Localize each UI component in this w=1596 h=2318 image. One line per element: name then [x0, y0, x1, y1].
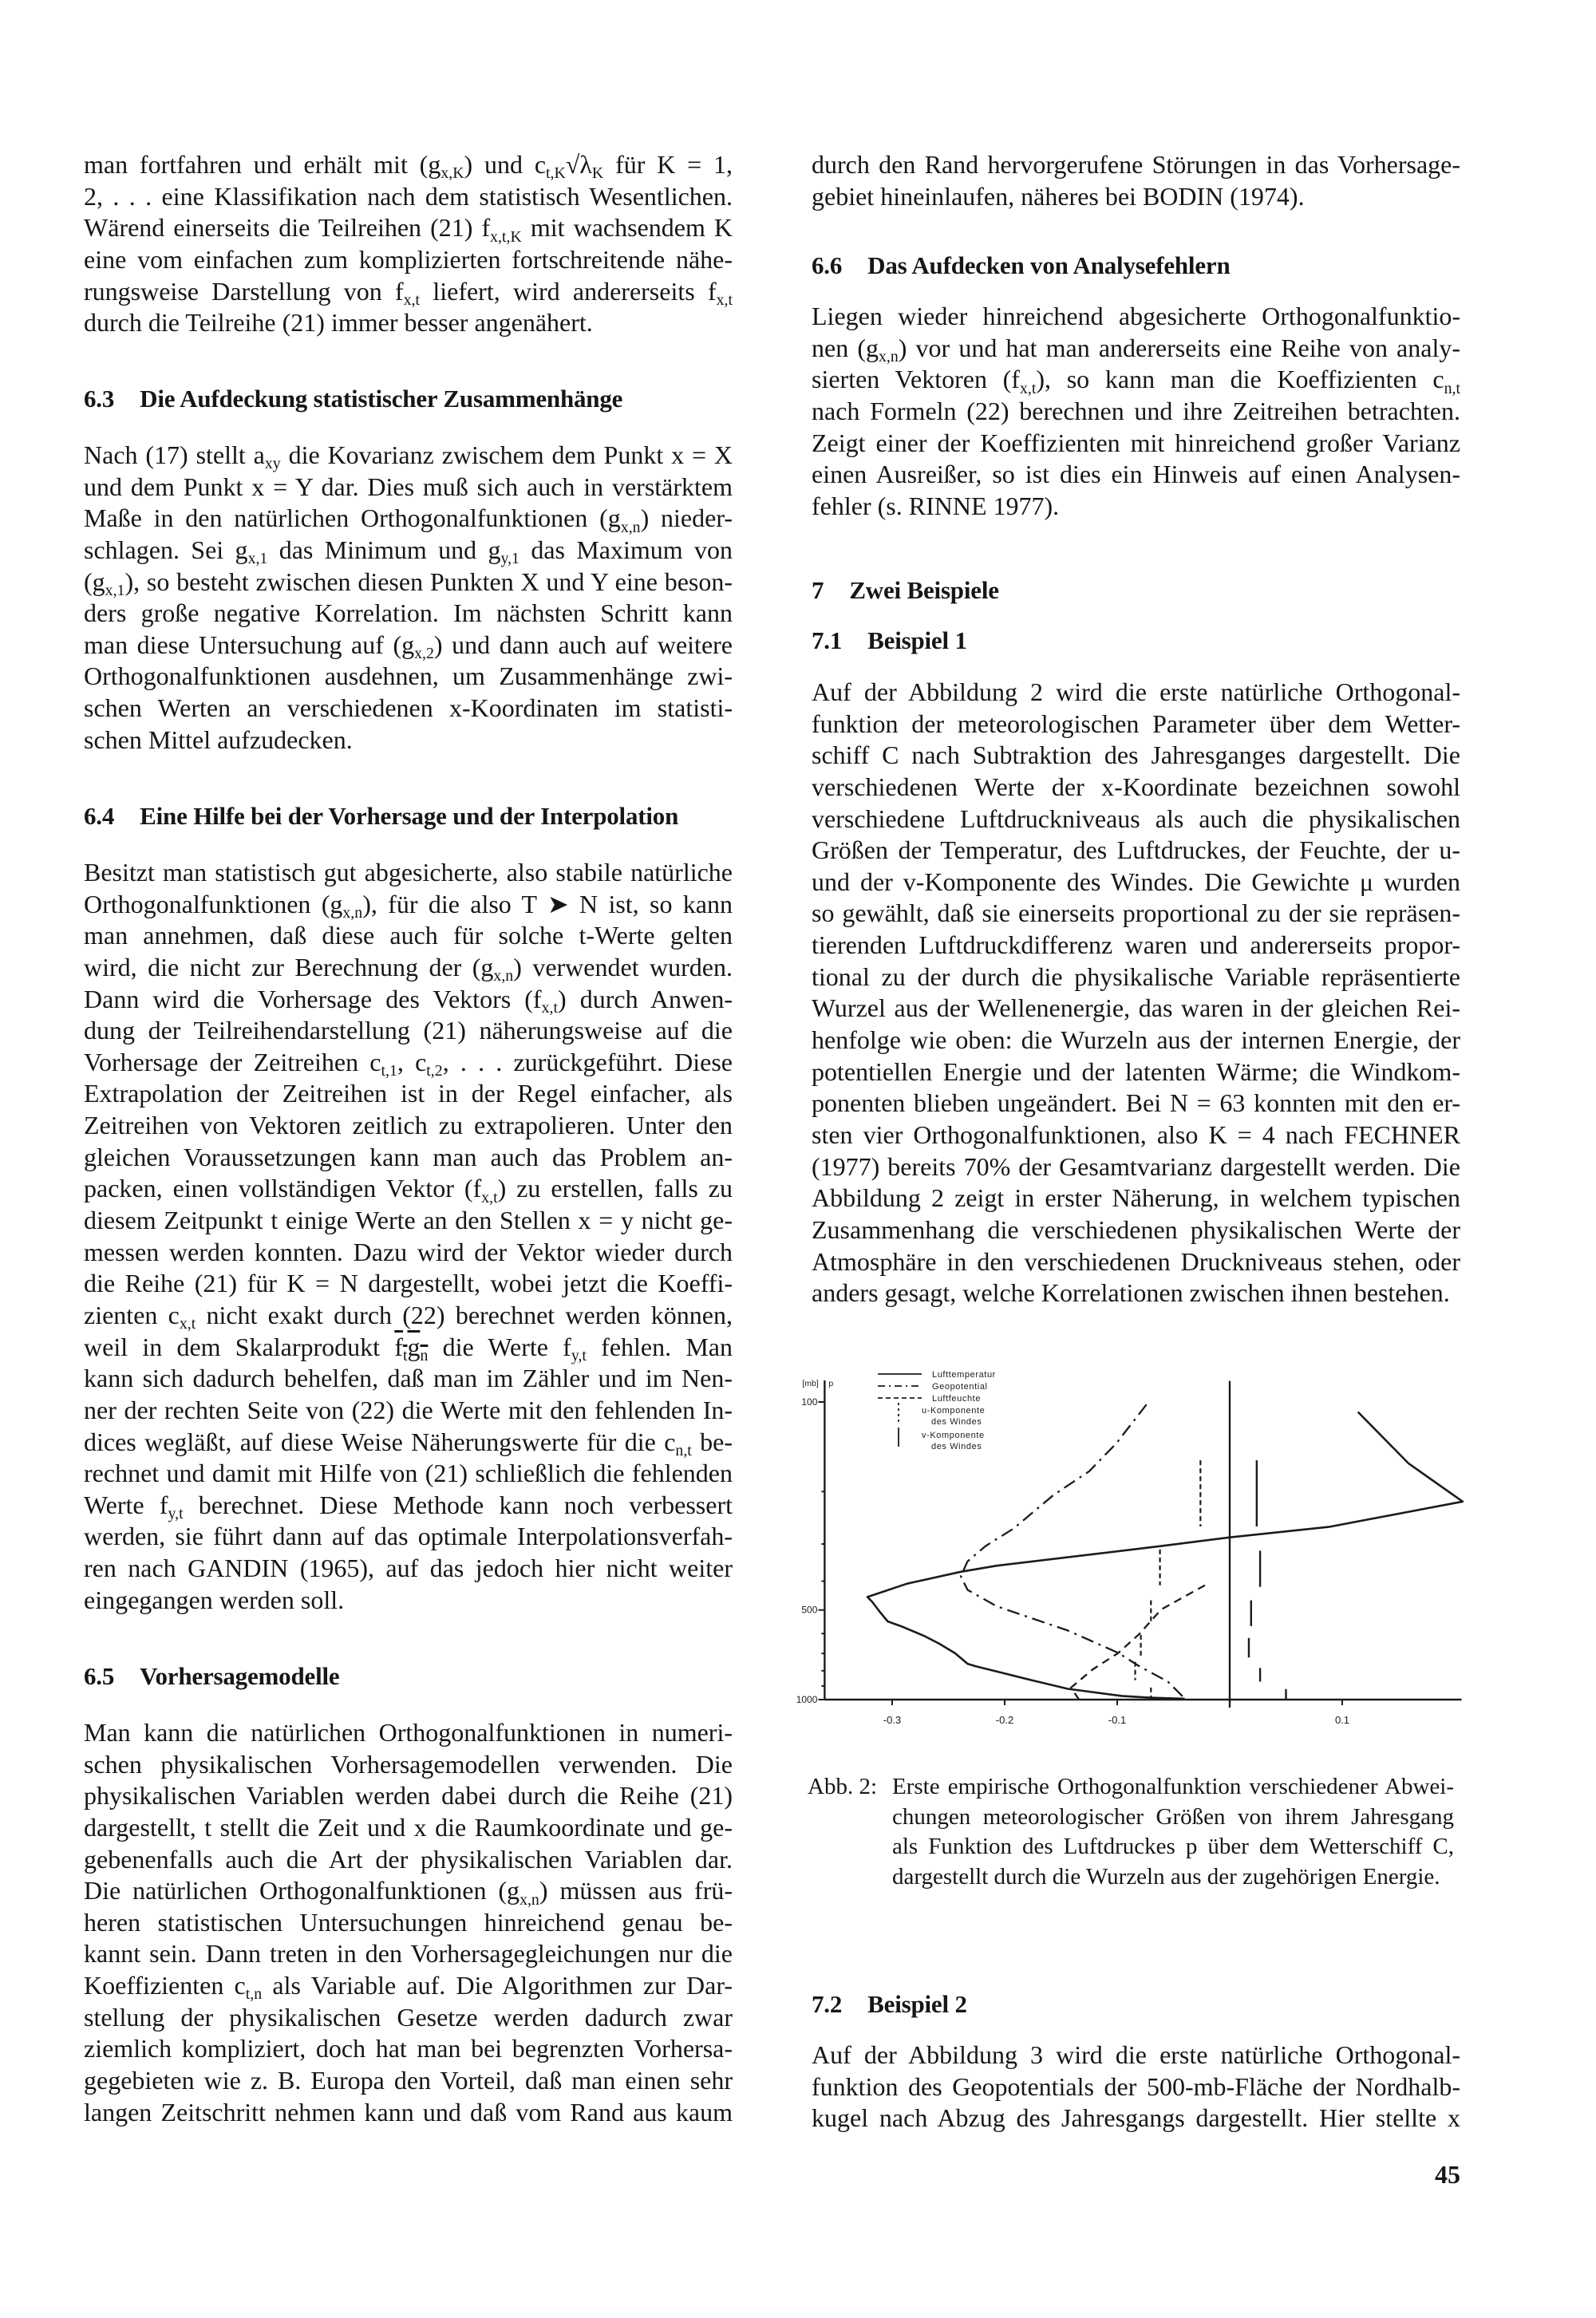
text-line: und dem Punkt x = Y dar. Dies muß sich auch in verstärktem — [84, 472, 733, 501]
paragraph — [812, 149, 1460, 212]
text-line: fehler (s. RINNE 1977). — [812, 491, 1060, 520]
subscript: n — [420, 1346, 429, 1364]
figure-caption — [892, 1772, 1454, 1892]
text-line: ziemlich kompliziert, doch hat man bei begrenzten Vorhersa- — [84, 2034, 733, 2063]
text-line: durch den Rand hervorgerufene Störungen in das Vorhersage- — [812, 150, 1460, 179]
text-line: man diese Untersuchung auf (gx,2) und dann auch auf weitere — [84, 630, 733, 663]
text-line: packen, einen vollständigen Vektor (fx,t) zu erstellen, falls zu — [84, 1174, 733, 1206]
section-heading-6-3 — [84, 383, 622, 415]
section-number: 7.1 — [812, 626, 843, 654]
text-line: Man kann die natürlichen Orthogonalfunktionen in numeri- — [84, 1718, 733, 1747]
text-line: physikalischen Variablen werden dabei durch die Reihe (21) — [84, 1781, 733, 1811]
text-line: wird, die nicht zur Berechnung der (gx,n) verwendet wurden. — [84, 952, 733, 985]
section-heading-6-6 — [812, 250, 1231, 282]
text-line: Zeigt einer der Koeffizienten mit hinreichend großer Varianz — [812, 428, 1460, 457]
text-line: anders gesagt, welche Korrelationen zwischen ihnen bestehen. — [812, 1278, 1450, 1308]
subscript: x,t — [403, 290, 421, 309]
paragraph — [812, 2040, 1460, 2134]
subscript: t — [402, 1346, 408, 1364]
subscript: x,K — [440, 164, 464, 183]
text-line: Orthogonalfunktionen ausdehnen, um Zusammenhänge zwi- — [84, 661, 733, 691]
figure-2-chart — [790, 1356, 1476, 1739]
text-line: sierten Vektoren (fx,t), so kann man die Koeffizienten cn,t — [812, 365, 1461, 397]
text-line: Abbildung 2 zeigt in erster Näherung, in welchem typischen — [812, 1183, 1460, 1213]
subscript: x,t,K — [490, 227, 522, 246]
text-line: schen physikalischen Vorhersagemodellen verwenden. Die — [84, 1749, 733, 1779]
subscript: x,2 — [414, 645, 434, 663]
x-tick-label: -0.3 — [883, 1714, 902, 1726]
section-heading-6-4 — [84, 800, 678, 832]
text-line: ders große negative Korrelation. Im nächsten Schritt kann — [84, 598, 733, 628]
legend-label-luftfeuchte: Luftfeuchte — [932, 1394, 982, 1404]
text-line: stellung der physikalischen Gesetze werden dadurch zwar — [84, 2002, 733, 2032]
text-line: heren statistischen Untersuchungen hinreichend genau be- — [84, 1907, 733, 1937]
text-line: eine vom einfachen zum komplizierten fortschreitende nähe- — [84, 244, 733, 274]
text-line: ner der rechten Seite von (22) die Werte mit den fehlenden In- — [84, 1395, 733, 1424]
text-line: Die natürlichen Orthogonalfunktionen (gx,n) müssen aus frü- — [84, 1876, 733, 1909]
paragraph — [812, 301, 1460, 522]
legend-label-u-komponente-des-windes-cont: des Windes — [931, 1417, 982, 1427]
text-line: die Reihe (21) für K = N dargestellt, wobei jetzt die Koeffi- — [84, 1269, 733, 1298]
text-line: Nach (17) stellt axy die Kovarianz zwischem dem Punkt x = X — [84, 440, 733, 473]
text-line: schiff C nach Subtraktion des Jahresganges dargestellt. Die — [812, 740, 1460, 770]
legend-label-geopotential: Geopotential — [932, 1382, 988, 1392]
right-column — [812, 0, 1460, 2318]
subscript: x,t — [1019, 379, 1037, 397]
subscript: x,1 — [105, 581, 125, 599]
text-line: Auf der Abbildung 2 wird die erste natürliche Orthogonal- — [812, 677, 1460, 706]
legend-label-v-komponente-des-windes-cont: des Windes — [931, 1442, 982, 1451]
text-line: Größen der Temperatur, des Luftdruckes, der Feuchte, der u- — [812, 835, 1460, 865]
text-line: so gewählt, daß sie einerseits proportional zu der sie repräsen- — [812, 898, 1460, 928]
text-line: Dann wird die Vorhersage des Vektors (fx,t) durch Anwen- — [84, 984, 733, 1017]
text-line: Maße in den natürlichen Orthogonalfunktionen (gx,n) nieder- — [84, 503, 733, 536]
text-line: rechnet und damit mit Hilfe von (21) schließlich die fehlenden — [84, 1459, 733, 1488]
subscript: t,1 — [381, 1062, 397, 1080]
text-line: verschiedene Luftdruckniveaus als auch die physikalischen — [812, 804, 1460, 833]
text-line: ren nach GANDIN (1965), auf das jedoch hier nicht weiter — [84, 1554, 733, 1583]
text-line: funktion der meteorologischen Parameter über dem Wetter- — [812, 709, 1460, 738]
text-line: messen werden konnten. Dazu wird der Vektor wieder durch — [84, 1237, 733, 1266]
text-line: henfolge wie oben: die Wurzeln aus der internen Energie, der — [812, 1025, 1460, 1055]
paragraph — [84, 857, 733, 1616]
text-line: kann sich dadurch behelfen, daß man im Zähler und im Nen- — [84, 1364, 733, 1393]
text-line: diesem Zeitpunkt t einige Werte an den Stellen x = y nicht ge- — [84, 1206, 733, 1235]
section-heading-7-1 — [812, 625, 967, 657]
overline-term: ftgn — [394, 1332, 429, 1364]
text-line: potentiellen Energie und der latenten Wärme; die Windkom- — [812, 1056, 1460, 1086]
text-line: durch die Teilreihe (21) immer besser angenähert. — [84, 308, 593, 338]
text-line: Besitzt man statistisch gut abgesicherte, also stabile natürliche — [84, 858, 733, 887]
text-line: dargestellt durch die Wurzeln aus der zugehörigen Energie. — [892, 1863, 1440, 1890]
text-line: (gx,1), so besteht zwischen diesen Punkten X und Y eine beson- — [84, 567, 733, 599]
series-line-lufttemperatur — [867, 1412, 1463, 1699]
text-line: (1977) bereits 70% der Gesamtvarianz dargestellt werden. Die — [812, 1151, 1460, 1181]
text-line: gebiet hineinlaufen, näheres bei BODIN (1974). — [812, 181, 1305, 211]
section-title: Beispiel 2 — [867, 1990, 967, 2018]
text-line: langen Zeitschritt nehmen kann und daß vom Rand aus kaum — [84, 2097, 733, 2126]
text-line: und der v-Komponente des Windes. Die Gewichte μ wurden — [812, 867, 1460, 896]
section-heading-6-5 — [84, 1661, 339, 1692]
text-line: dargestellt, t stellt die Zeit und x die Raumkoordinate und ge- — [84, 1812, 733, 1842]
subscript: x,n — [342, 903, 363, 922]
subscript: x,t — [541, 998, 558, 1017]
text-line: man fortfahren und erhält mit (gx,K) und ct,K√λK für K = 1, — [84, 150, 733, 183]
text-line: Zusammenhang die verschiedenen physikalischen Werte der — [812, 1214, 1460, 1244]
text-line: gleichen Voraussetzungen kann man auch das Problem an- — [84, 1142, 733, 1171]
subscript: x,t — [481, 1188, 498, 1206]
x-tick-label: -0.2 — [995, 1714, 1014, 1726]
text-line: gegebieten wie z. B. Europa den Vorteil, daß man einen sehr — [84, 2066, 733, 2095]
text-line: ponenten blieben ungeändert. Bei N = 63 konnten mit den er- — [812, 1088, 1460, 1118]
text-line: zienten cx,t nicht exakt durch (22) berechnet werden können, — [84, 1300, 733, 1333]
text-line: Erste empirische Orthogonalfunktion verschiedener Abwei- — [892, 1774, 1454, 1799]
section-title: Zwei Beispiele — [849, 576, 999, 604]
text-line: als Funktion des Luftdruckes p über dem Wetterschiff C, — [892, 1834, 1454, 1859]
text-line: Werte fy,t berechnet. Diese Methode kann noch verbessert — [84, 1490, 733, 1523]
text-line: dung der Teilreihendarstellung (21) näherungsweise auf die — [84, 1016, 733, 1045]
subscript: y,t — [168, 1505, 184, 1523]
text-line: nen (gx,n) vor und hat man andererseits eine Reihe von analy- — [812, 333, 1461, 365]
subscript: x,n — [519, 1890, 539, 1909]
subscript: x,1 — [247, 550, 268, 568]
text-line: Zeitreihen von Vektoren zeitlich zu extrapolieren. Unter den — [84, 1111, 733, 1140]
text-line: eingegangen werden soll. — [84, 1585, 345, 1614]
text-line: werden, sie führt dann auf das optimale Interpolationsverfah- — [84, 1522, 733, 1551]
text-line: funktion des Geopotentials der 500-mb-Fläche der Nordhalb- — [812, 2071, 1460, 2101]
text-line: verschiedenen Werte der x-Koordinate bezeichnen sowohl — [812, 772, 1460, 801]
section-title: Beispiel 1 — [867, 626, 967, 654]
subscript: x,n — [620, 518, 641, 536]
text-line: dices wegläßt, auf diese Weise Näherungswerte für die cn,t be- — [84, 1427, 733, 1459]
section-title: Die Aufdeckung statistischer Zusammenhänge — [140, 385, 623, 413]
subscript: n,t — [675, 1441, 692, 1459]
section-number: 6.5 — [84, 1662, 115, 1690]
text-line: tional zu der durch die physikalische Variable repräsentierte — [812, 962, 1460, 991]
paragraph — [84, 1717, 733, 2128]
legend-label-v-komponente-des-windes: v-Komponente — [922, 1431, 985, 1440]
section-heading-7-2 — [812, 1988, 967, 2020]
series-line-luftfeuchte — [1071, 1585, 1205, 1700]
subscript: t,n — [245, 1985, 263, 2004]
text-line: Auf der Abbildung 3 wird die erste natürliche Orthogonal- — [812, 2040, 1460, 2069]
text-line: weil in dem Skalarprodukt ftgn die Werte fy,t fehlen. Man — [84, 1332, 733, 1364]
subscript: x,t — [179, 1315, 196, 1333]
section-number: 7 — [812, 576, 824, 604]
text-line: kannt sein. Dann treten in den Vorhersagegleichungen nur die — [84, 1939, 733, 1969]
section-number: 6.4 — [84, 802, 115, 830]
text-line: chungen meteorologischer Größen von ihrem Jahresgang — [892, 1803, 1454, 1830]
text-line: 2, . . . eine Klassifikation nach dem statistisch Wesentlichen. — [84, 181, 733, 211]
paragraph — [84, 149, 733, 339]
y-axis-unit: [mb] — [802, 1379, 819, 1388]
text-line: Wärend einerseits die Teilreihen (21) fx,t,K mit wachsendem K — [84, 213, 733, 246]
text-line: gebenenfalls auch die Art der physikalischen Variablen dar. — [84, 1844, 733, 1874]
legend-label-u-komponente-des-windes: u-Komponente — [922, 1406, 986, 1416]
y-tick-label: 500 — [801, 1604, 818, 1616]
section-number: 6.3 — [84, 385, 115, 413]
section-title: Das Aufdecken von Analysefehlern — [867, 251, 1231, 279]
text-line: Vorhersage der Zeitreihen ct,1, ct,2, . . . zurückgeführt. Diese — [84, 1047, 733, 1080]
y-tick-label: 1000 — [796, 1694, 818, 1705]
y-axis-label: p — [828, 1379, 834, 1388]
section-number: 7.2 — [812, 1990, 843, 2018]
x-tick-label: -0.1 — [1108, 1714, 1127, 1726]
text-line: Koeffizienten ct,n als Variable auf. Die Algorithmen zur Dar- — [84, 1971, 733, 2004]
section-number: 6.6 — [812, 251, 843, 279]
series-line-geopotential — [961, 1404, 1186, 1700]
paragraph — [84, 440, 733, 756]
text-line: Wurzel aus der Wellenenergie, das waren in der gleichen Rei- — [812, 993, 1460, 1023]
section-title: Vorhersagemodelle — [140, 1662, 340, 1690]
text-line: einen Ausreißer, so ist dies ein Hinweis auf einen Analysen- — [812, 460, 1460, 489]
subscript: y,1 — [500, 550, 519, 568]
subscript: xy — [264, 455, 281, 473]
y-tick-label: 100 — [801, 1396, 818, 1408]
paragraph — [812, 677, 1460, 1309]
text-line: schen Mittel aufzudecken. — [84, 725, 353, 754]
subscript: y,t — [571, 1346, 587, 1364]
text-line: man annehmen, daß diese auch für solche t-Werte gelten — [84, 921, 733, 950]
text-line: tierenden Luftdruckdifferenz waren und andererseits propor- — [812, 930, 1460, 960]
section-title: Eine Hilfe bei der Vorhersage und der Interpolation — [140, 802, 679, 830]
text-line: sten vier Orthogonalfunktionen, also K = 4 nach FECHNER — [812, 1120, 1460, 1149]
text-line: nach Formeln (22) berechnen und ihre Zeitreihen betrachten. — [812, 396, 1460, 425]
text-line: kugel nach Abzug des Jahresgangs dargestellt. Hier stellte x — [812, 2103, 1460, 2133]
subscript: t,K — [546, 164, 566, 183]
left-column — [84, 0, 733, 2318]
text-line: rungsweise Darstellung von fx,t liefert, wird andererseits fx,t — [84, 276, 733, 309]
subscript: x,n — [878, 347, 899, 365]
text-line: Extrapolation der Zeitreihen ist in der Regel einfacher, als — [84, 1079, 733, 1108]
subscript: x,t — [716, 290, 733, 309]
text-line: Orthogonalfunktionen (gx,n), für die also T ➤ N ist, so kann — [84, 889, 733, 922]
legend-label-lufttemperatur: Lufttemperatur — [932, 1370, 996, 1380]
text-line: Atmosphäre in den verschiedenen Druckniveaus stehen, oder — [812, 1246, 1460, 1276]
subscript: K — [591, 164, 604, 183]
x-tick-label: 0.1 — [1334, 1714, 1350, 1726]
figure-caption-label: Abb. 2: — [808, 1774, 877, 1799]
subscript: x,n — [493, 967, 514, 985]
subscript: n,t — [1444, 379, 1461, 397]
text-line: schen Werten an verschiedenen x-Koordinaten im statisti- — [84, 693, 733, 723]
text-line: Liegen wieder hinreichend abgesicherte Orthogonalfunktio- — [812, 302, 1460, 330]
page-number: 45 — [1435, 2160, 1460, 2189]
section-heading-7 — [812, 575, 999, 606]
subscript: t,2 — [426, 1062, 443, 1080]
text-line: schlagen. Sei gx,1 das Minimum und gy,1 das Maximum von — [84, 535, 733, 568]
